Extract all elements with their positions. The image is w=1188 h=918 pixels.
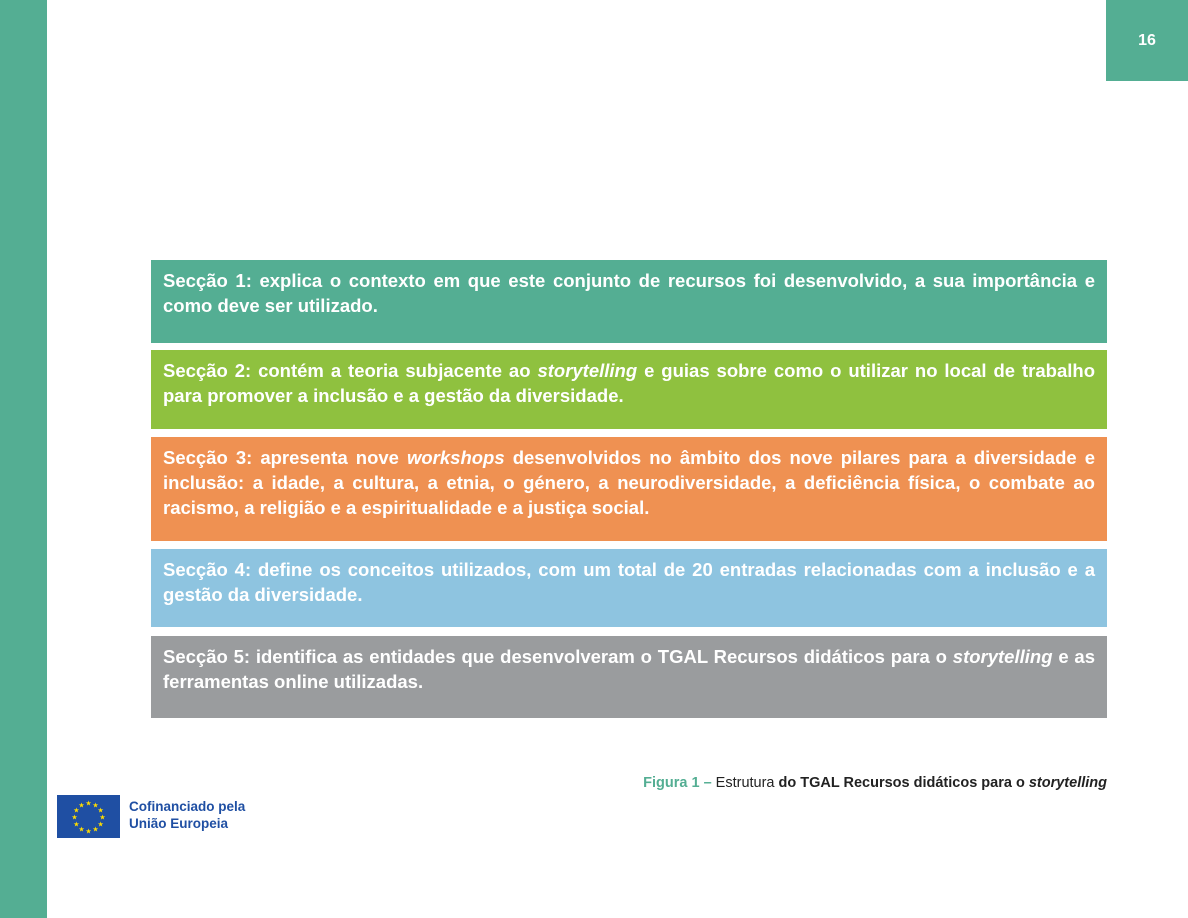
section-3-text-end: desenvolvidos no âmbito dos nove pilares para a diversidade e inclusão: a idade, a cultura, a etnia, o género, a neurodiversidade, a deficiência física, o combate ao racismo, a religião e a espiritualidade e a justiça social.: [163, 447, 1095, 518]
left-accent-bar: [0, 0, 47, 918]
eu-star-icon: ★: [73, 807, 80, 815]
section-2-italic: storytelling: [537, 360, 638, 381]
eu-star-icon: ★: [85, 828, 92, 836]
figure-caption: [643, 775, 1107, 791]
eu-star-icon: ★: [78, 802, 85, 810]
eu-line-2: União Europeia: [129, 816, 229, 831]
section-3-text: Secção 3: apresenta nove: [163, 447, 407, 468]
section-5-text-end: e as ferramentas online utilizadas.: [163, 646, 1095, 692]
eu-star-icon: ★: [97, 807, 104, 815]
figure-label: Figura 1 –: [643, 775, 712, 791]
section-2-text: Secção 2: contém a teoria subjacente ao: [163, 360, 538, 381]
caption-text-1: Estrutura: [711, 775, 779, 791]
eu-star-icon: ★: [92, 802, 99, 810]
eu-flag-icon: [57, 795, 120, 838]
section-1-text: Secção 1: explica o contexto em que este conjunto de recursos foi desenvolvido, a sua importância e como deve ser utilizado.: [163, 270, 1095, 316]
page-number: 16: [1106, 0, 1188, 81]
eu-star-icon: ★: [92, 826, 99, 834]
caption-italic: storytelling: [1028, 775, 1107, 791]
section-3-box: [151, 437, 1107, 541]
section-4-box: [151, 549, 1107, 627]
section-2-text-end: e guias sobre como o utilizar no local de trabalho para promover a inclusão e a gestão da diversidade.: [163, 360, 1095, 406]
eu-star-icon: ★: [85, 800, 92, 808]
eu-star-icon: ★: [99, 814, 106, 822]
section-4-text: Secção 4: define os conceitos utilizados, com um total de 20 entradas relacionadas com a inclusão e a gestão da diversidade.: [163, 559, 1095, 605]
eu-star-icon: ★: [78, 826, 85, 834]
section-2-box: [151, 350, 1107, 429]
eu-star-icon: ★: [71, 814, 78, 822]
eu-line-1: Cofinanciado pela: [129, 799, 246, 814]
section-5-italic: storytelling: [952, 646, 1053, 667]
section-5-text: Secção 5: identifica as entidades que desenvolveram o TGAL Recursos didáticos para o: [163, 646, 953, 667]
section-5-box: [151, 636, 1107, 718]
eu-cofinanced-label: [129, 798, 245, 832]
eu-star-icon: ★: [73, 821, 80, 829]
section-3-italic: workshops: [406, 447, 505, 468]
caption-text-2: do TGAL Recursos didáticos para o: [778, 775, 1029, 791]
eu-star-icon: ★: [97, 821, 104, 829]
section-1-box: [151, 260, 1107, 343]
